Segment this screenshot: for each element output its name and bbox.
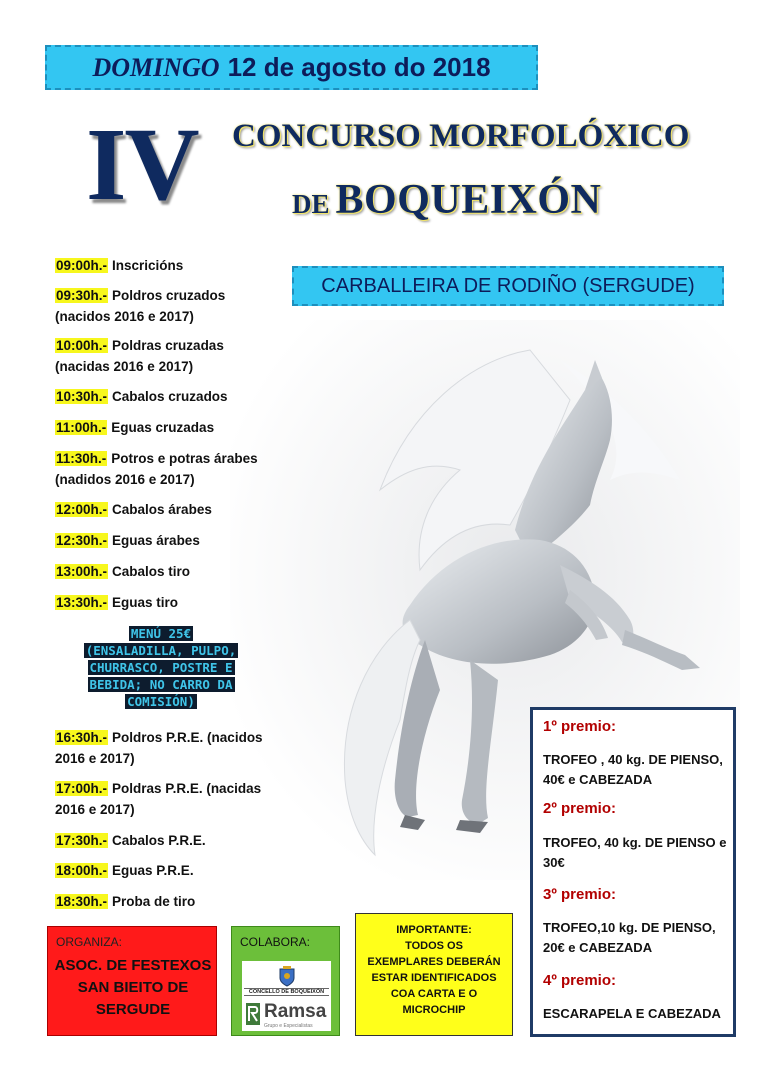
concello-crest-icon [278, 965, 296, 987]
schedule-time: 11:30h.- [56, 451, 107, 466]
prize-text: ESCARAPELA E CABEZADA [543, 1006, 721, 1021]
important-notice [355, 913, 513, 1036]
schedule-label: Inscricións [112, 258, 184, 273]
schedule-item [55, 335, 290, 377]
schedule-time: 13:30h.- [56, 595, 108, 610]
schedule-label: Potros e potras árabes [111, 451, 258, 466]
schedule-time: 09:30h.- [56, 288, 108, 303]
date-banner [45, 45, 538, 90]
title-prefix: DE [292, 189, 330, 219]
title-line-2 [292, 176, 692, 226]
schedule-time: 10:30h.- [56, 389, 108, 404]
schedule-label: Cabalos P.R.E. [112, 833, 206, 848]
schedule-extra: (nacidos 2016 e 2017) [55, 309, 194, 324]
schedule-item [55, 530, 290, 551]
schedule-item [55, 727, 290, 769]
sponsor-box [231, 926, 340, 1036]
organizer-name [48, 955, 218, 1021]
schedule-label: Eguas tiro [112, 595, 179, 610]
schedule-label: Poldras cruzadas [112, 338, 224, 353]
schedule-label: Eguas P.R.E. [112, 863, 194, 878]
schedule-item [55, 448, 290, 490]
schedule-item [55, 860, 290, 881]
menu-line: CHURRASCO, POSTRE E [89, 660, 233, 675]
notice-line: ESTAR IDENTIFICADOS [371, 972, 497, 984]
date-day: DOMINGO [92, 52, 220, 82]
date-text: 12 de agosto do 2018 [227, 52, 491, 82]
schedule-item [55, 592, 290, 613]
edition-numeral: IV [86, 107, 198, 222]
sponsor-logos [242, 961, 331, 1031]
schedule-extra: 2016 e 2017) [55, 802, 135, 817]
title-town: BOQUEIXÓN [335, 177, 602, 223]
prize-title: 3º premio: [543, 886, 616, 903]
schedule-time: 18:30h.- [56, 894, 108, 909]
schedule-item [55, 499, 290, 520]
schedule-item [55, 891, 290, 912]
schedule-label: Cabalos cruzados [112, 389, 228, 404]
schedule-time: 10:00h.- [56, 338, 108, 353]
organizer-line: SERGUDE [95, 1001, 171, 1018]
schedule-item [55, 778, 290, 820]
notice-line: MICROCHIP [402, 1004, 466, 1016]
ramsa-name: Ramsa [264, 1001, 327, 1022]
schedule-label: Cabalos tiro [112, 564, 191, 579]
sponsor-heading: COLABORA: [240, 935, 311, 949]
ramsa-tagline: Grupo e Especialistas [264, 1023, 313, 1029]
schedule-time: 12:00h.- [56, 502, 108, 517]
schedule-label: Cabalos árabes [112, 502, 212, 517]
notice-line: EXEMPLARES DEBERÁN [367, 956, 501, 968]
prize-title: 4º premio: [543, 972, 616, 989]
schedule-time: 11:00h.- [56, 420, 107, 435]
menu-line: MENÚ 25€ [130, 626, 192, 641]
lunch-menu [66, 625, 256, 717]
schedule-label: Poldros cruzados [112, 288, 226, 303]
ramsa-logo-icon [246, 1003, 260, 1025]
schedule-time: 17:00h.- [56, 781, 108, 796]
organizer-box [47, 926, 217, 1036]
menu-line: COMISIÓN) [127, 694, 195, 709]
prizes-box [530, 707, 736, 1037]
schedule-item [55, 417, 290, 438]
schedule-extra: 2016 e 2017) [55, 751, 135, 766]
schedule-time: 18:00h.- [56, 863, 108, 878]
schedule-time: 17:30h.- [56, 833, 108, 848]
organizer-line: SAN BIEITO DE [77, 979, 189, 996]
menu-line: BEBIDA; NO CARRO DA [89, 677, 233, 692]
title-line-1: CONCURSO MORFOLÓXICO [232, 118, 690, 154]
prize-text: TROFEO, 40 kg. DE PIENSO e 30€ [543, 835, 727, 870]
notice-line: TODOS OS [405, 940, 463, 952]
schedule-label: Proba de tiro [112, 894, 196, 909]
venue-banner: CARBALLEIRA DE RODIÑO (SERGUDE) [292, 266, 724, 306]
schedule-label: Eguas cruzadas [111, 420, 215, 435]
schedule-time: 09:00h.- [56, 258, 108, 273]
prize-title: 1º premio: [543, 718, 616, 735]
schedule-time: 16:30h.- [56, 730, 108, 745]
concello-name: CONCELLO DE BOQUEIXÓN [244, 988, 329, 996]
schedule-label: Poldros P.R.E. (nacidos [112, 730, 263, 745]
schedule-item [55, 830, 290, 851]
schedule-item [55, 386, 290, 407]
menu-line: (ENSALADILLA, PULPO, [85, 643, 237, 658]
schedule-item [55, 561, 290, 582]
schedule-item [55, 285, 290, 327]
prize-title: 2º premio: [543, 800, 616, 817]
organizer-heading: ORGANIZA: [56, 935, 123, 949]
schedule-time: 12:30h.- [56, 533, 108, 548]
notice-line: IMPORTANTE: [396, 924, 472, 936]
schedule-label: Eguas árabes [112, 533, 200, 548]
organizer-line: ASOC. DE FESTEXOS [54, 957, 212, 974]
prize-text: TROFEO,10 kg. DE PIENSO, 20€ e CABEZADA [543, 920, 716, 955]
schedule-time: 13:00h.- [56, 564, 108, 579]
schedule-extra: (nacidas 2016 e 2017) [55, 359, 194, 374]
notice-line: COA CARTA E O [390, 988, 478, 1000]
schedule-extra: (nadidos 2016 e 2017) [55, 472, 195, 487]
prize-text: TROFEO , 40 kg. DE PIENSO, 40€ e CABEZADA [543, 752, 723, 787]
schedule-label: Poldras P.R.E. (nacidas [112, 781, 262, 796]
schedule-item [55, 255, 290, 276]
